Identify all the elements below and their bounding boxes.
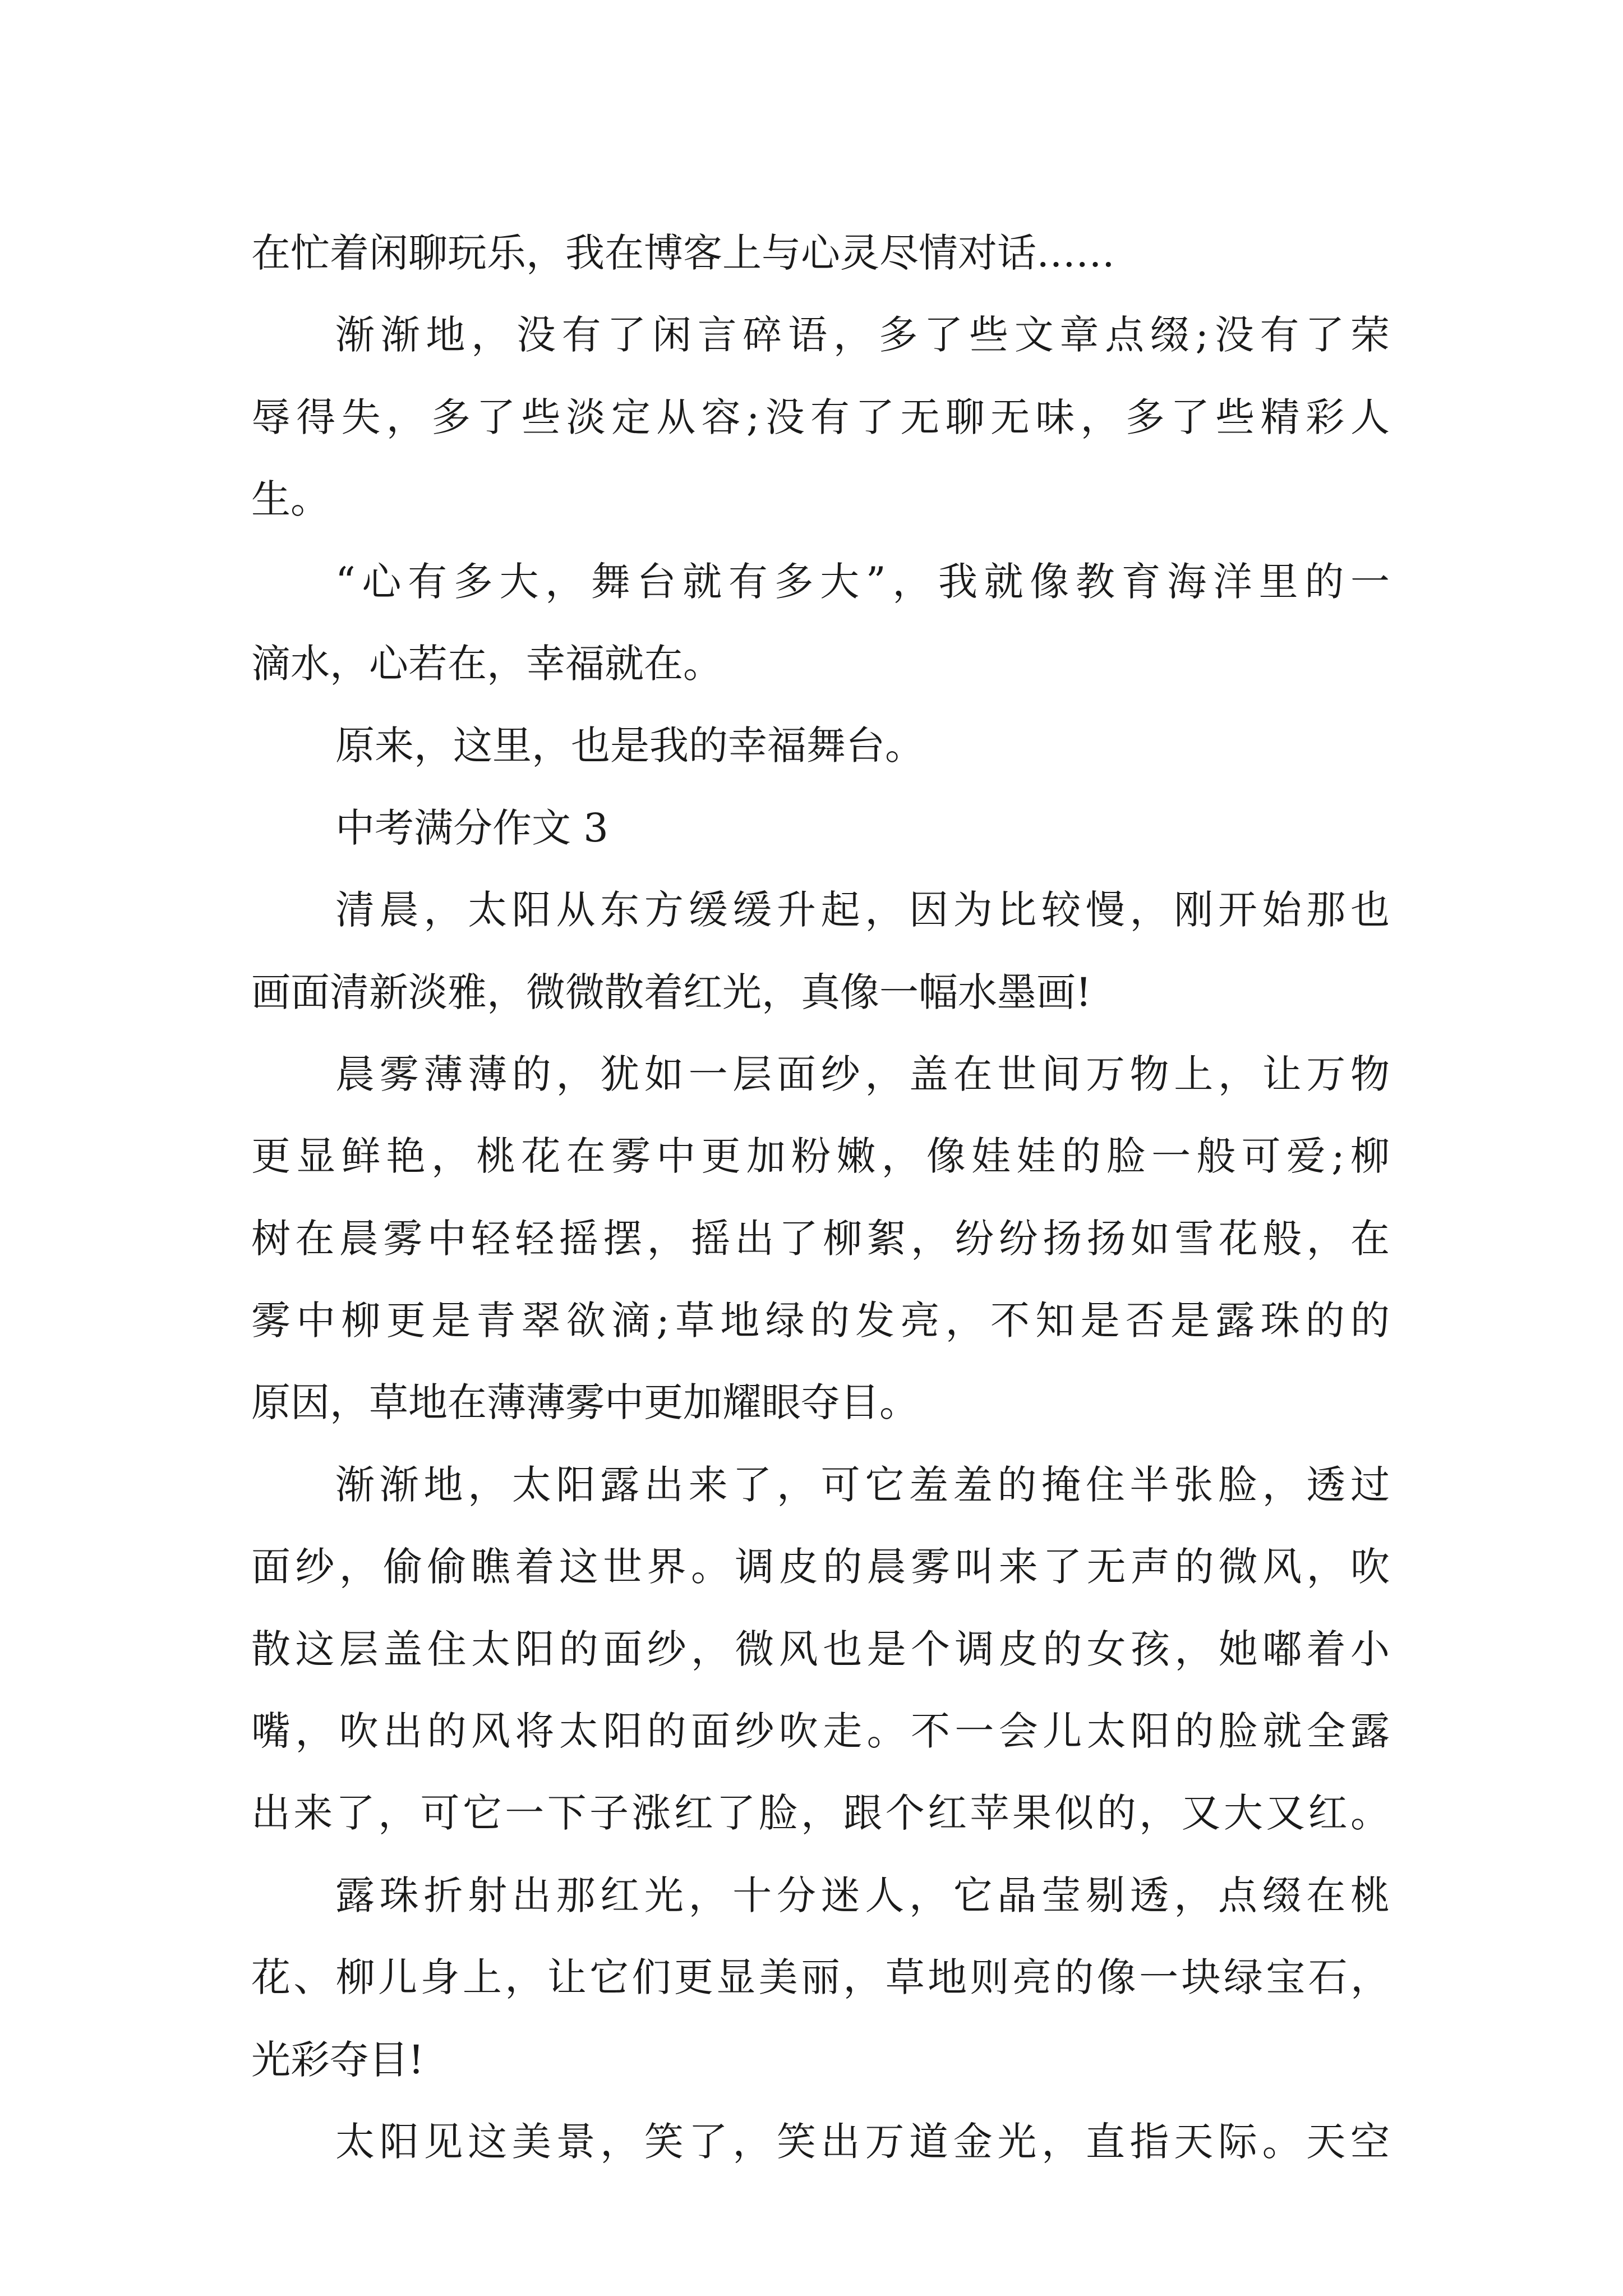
text-line: 清晨，太阳从东方缓缓升起，因为比较慢，刚开始那也 (335, 887, 1390, 933)
text-line: 光彩夺目! (251, 2036, 425, 2083)
text-line: 在忙着闲聊玩乐，我在博客上与心灵尽情对话…… (251, 230, 1115, 276)
text-line: 太阳见这美景，笑了，笑出万道金光，直指天际。天空 (335, 2118, 1390, 2165)
text-line: 更显鲜艳，桃花在雾中更加粉嫩，像娃娃的脸一般可爱;柳 (251, 1133, 1390, 1180)
text-line: 原因，草地在薄薄雾中更加耀眼夺目。 (251, 1379, 919, 1426)
text-line: 嘴，吹出的风将太阳的面纱吹走。不一会儿太阳的脸就全露 (251, 1708, 1390, 1755)
text-line: 面纱，偷偷瞧着这世界。调皮的晨雾叫来了无声的微风，吹 (251, 1544, 1390, 1590)
text-line: 渐渐地，没有了闲言碎语，多了些文章点缀;没有了荣 (335, 312, 1390, 358)
text-line: 雾中柳更是青翠欲滴;草地绿的发亮，不知是否是露珠的的 (251, 1297, 1390, 1344)
text-line: 花、柳儿身上，让它们更显美丽，草地则亮的像一块绿宝石， (251, 1954, 1390, 2001)
text-line: 中考满分作文 3 (335, 804, 608, 851)
text-line: 散这层盖住太阳的面纱，微风也是个调皮的女孩，她嘟着小 (251, 1626, 1390, 1672)
text-line: “心有多大，舞台就有多大”，我就像教育海洋里的一 (335, 558, 1390, 605)
text-line: 树在晨雾中轻轻摇摆，摇出了柳絮，纷纷扬扬如雪花般，在 (251, 1215, 1390, 1262)
text-line: 晨雾薄薄的，犹如一层面纱，盖在世间万物上，让万物 (335, 1051, 1390, 1097)
text-line: 出来了，可它一下子涨红了脸，跟个红苹果似的，又大又红。 (251, 1790, 1390, 1837)
text-line: 画面清新淡雅，微微散着红光，真像一幅水墨画! (251, 969, 1092, 1015)
text-line: 滴水，心若在，幸福就在。 (251, 640, 722, 687)
text-line: 露珠折射出那红光，十分迷人，它晶莹剔透，点缀在桃 (335, 1872, 1390, 1918)
text-line: 生。 (251, 476, 330, 523)
text-line: 原来，这里，也是我的幸福舞台。 (335, 723, 924, 769)
text-line: 渐渐地，太阳露出来了，可它羞羞的掩住半张脸，透过 (335, 1461, 1390, 1508)
text-line: 辱得失，多了些淡定从容;没有了无聊无味，多了些精彩人 (251, 394, 1390, 440)
essay-text (251, 212, 1390, 2183)
